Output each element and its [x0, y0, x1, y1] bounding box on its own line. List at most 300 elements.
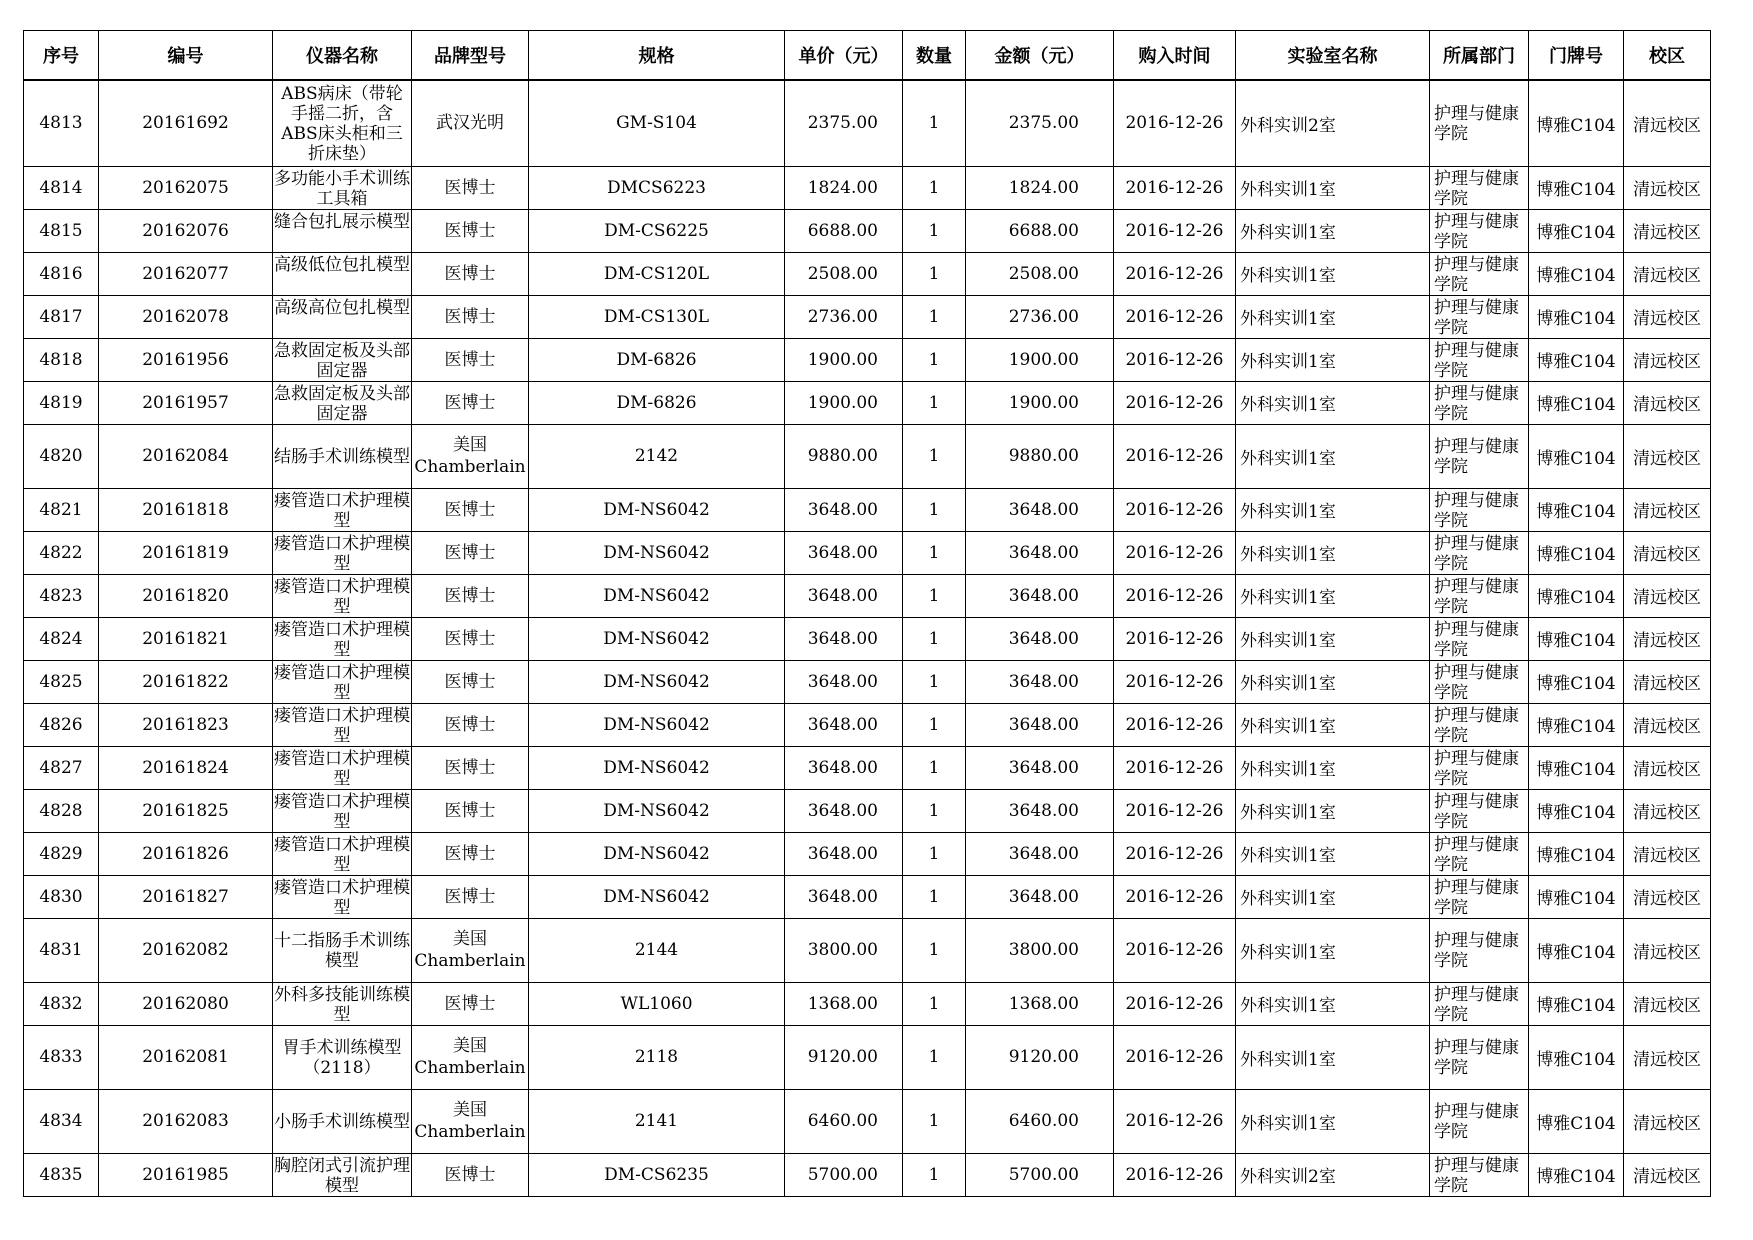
cell-name-text: 瘘管造口术护理模型: [274, 706, 410, 745]
cell-brand: 美国Chamberlain: [412, 1089, 529, 1153]
cell-dept-text: 护理与健康学院: [1434, 255, 1519, 294]
cell-amount: 3648.00: [966, 789, 1114, 832]
cell-lab: 外科实训1室: [1236, 1089, 1430, 1153]
cell-dept-text: 护理与健康学院: [1434, 792, 1519, 831]
cell-price: 3648.00: [785, 703, 903, 746]
cell-qty: 1: [903, 660, 966, 703]
cell-name-text: 小肠手术训练模型: [274, 1112, 410, 1132]
cell-name: [273, 252, 412, 295]
cell-code: 20161820: [99, 574, 273, 617]
cell-room: 博雅C104: [1529, 381, 1624, 424]
cell-spec: DM-CS130L: [529, 295, 785, 338]
cell-campus: 清远校区: [1624, 1025, 1711, 1089]
cell-dept: [1430, 1153, 1529, 1196]
table-row: [24, 703, 1711, 746]
cell-price: 3648.00: [785, 832, 903, 875]
cell-qty: 1: [903, 488, 966, 531]
cell-seq: 4834: [24, 1089, 99, 1153]
cell-brand: 医博士: [412, 875, 529, 918]
cell-name: [273, 1153, 412, 1196]
cell-seq: 4815: [24, 209, 99, 252]
cell-name: [273, 381, 412, 424]
col-header-amount: 金额（元）: [966, 31, 1114, 81]
cell-lab: 外科实训1室: [1236, 209, 1430, 252]
cell-room: 博雅C104: [1529, 832, 1624, 875]
cell-qty: 1: [903, 875, 966, 918]
cell-brand: 医博士: [412, 832, 529, 875]
cell-code: 20161823: [99, 703, 273, 746]
cell-date: 2016-12-26: [1114, 875, 1236, 918]
cell-dept-text: 护理与健康学院: [1434, 985, 1519, 1024]
cell-room: 博雅C104: [1529, 209, 1624, 252]
cell-dept: [1430, 982, 1529, 1025]
cell-brand: 医博士: [412, 746, 529, 789]
cell-lab: 外科实训1室: [1236, 918, 1430, 982]
col-header-seq: 序号: [24, 31, 99, 81]
cell-dept-text: 护理与健康学院: [1434, 878, 1519, 917]
cell-name-text: 胃手术训练模型（2118）: [282, 1038, 402, 1078]
cell-dept: [1430, 488, 1529, 531]
cell-code: 20162083: [99, 1089, 273, 1153]
cell-date: 2016-12-26: [1114, 295, 1236, 338]
cell-code: 20162084: [99, 424, 273, 488]
cell-date: 2016-12-26: [1114, 80, 1236, 166]
cell-date: 2016-12-26: [1114, 488, 1236, 531]
cell-lab: 外科实训1室: [1236, 166, 1430, 209]
cell-room: 博雅C104: [1529, 531, 1624, 574]
cell-brand: 医博士: [412, 381, 529, 424]
cell-name-text: 瘘管造口术护理模型: [274, 577, 410, 616]
cell-amount: 3800.00: [966, 918, 1114, 982]
cell-campus: 清远校区: [1624, 295, 1711, 338]
cell-seq: 4832: [24, 982, 99, 1025]
cell-dept-text: 护理与健康学院: [1434, 620, 1519, 659]
cell-name-text: 瘘管造口术护理模型: [274, 491, 410, 530]
cell-date: 2016-12-26: [1114, 703, 1236, 746]
cell-name-text: 瘘管造口术护理模型: [274, 534, 410, 573]
cell-code: 20162081: [99, 1025, 273, 1089]
cell-qty: 1: [903, 832, 966, 875]
cell-name-text: 急救固定板及头部固定器: [274, 384, 410, 423]
cell-name-text: 瘘管造口术护理模型: [274, 620, 410, 659]
cell-spec: DM-CS6225: [529, 209, 785, 252]
cell-name: [273, 703, 412, 746]
cell-qty: 1: [903, 1089, 966, 1153]
cell-campus: 清远校区: [1624, 703, 1711, 746]
cell-dept: [1430, 252, 1529, 295]
cell-brand: 美国Chamberlain: [412, 424, 529, 488]
cell-room: 博雅C104: [1529, 746, 1624, 789]
cell-seq: 4823: [24, 574, 99, 617]
cell-campus: 清远校区: [1624, 875, 1711, 918]
cell-seq: 4825: [24, 660, 99, 703]
cell-dept: [1430, 789, 1529, 832]
cell-dept-text: 护理与健康学院: [1434, 437, 1519, 477]
cell-room: 博雅C104: [1529, 166, 1624, 209]
cell-dept: [1430, 531, 1529, 574]
cell-dept: [1430, 574, 1529, 617]
col-header-room: 门牌号: [1529, 31, 1624, 81]
cell-spec: DM-NS6042: [529, 617, 785, 660]
cell-room: 博雅C104: [1529, 1153, 1624, 1196]
cell-lab: 外科实训1室: [1236, 746, 1430, 789]
table-row: [24, 209, 1711, 252]
cell-name-text: 瘘管造口术护理模型: [274, 749, 410, 788]
cell-code: 20162076: [99, 209, 273, 252]
cell-spec: DM-NS6042: [529, 660, 785, 703]
cell-dept: [1430, 875, 1529, 918]
cell-price: 3800.00: [785, 918, 903, 982]
col-header-qty: 数量: [903, 31, 966, 81]
cell-dept-text: 护理与健康学院: [1434, 384, 1519, 423]
cell-dept: [1430, 424, 1529, 488]
cell-lab: 外科实训1室: [1236, 531, 1430, 574]
cell-name-text: 外科多技能训练模型: [274, 985, 410, 1024]
cell-amount: 3648.00: [966, 574, 1114, 617]
cell-amount: 9120.00: [966, 1025, 1114, 1089]
table-row: [24, 252, 1711, 295]
col-header-spec: 规格: [529, 31, 785, 81]
cell-code: 20162082: [99, 918, 273, 982]
cell-price: 3648.00: [785, 617, 903, 660]
cell-price: 1824.00: [785, 166, 903, 209]
cell-seq: 4821: [24, 488, 99, 531]
cell-code: 20161692: [99, 80, 273, 166]
cell-campus: 清远校区: [1624, 1089, 1711, 1153]
cell-name: [273, 617, 412, 660]
cell-dept-text: 护理与健康学院: [1434, 1102, 1519, 1142]
cell-price: 3648.00: [785, 660, 903, 703]
cell-spec: GM-S104: [529, 80, 785, 166]
cell-amount: 1900.00: [966, 381, 1114, 424]
cell-brand: 医博士: [412, 531, 529, 574]
table-row: [24, 918, 1711, 982]
cell-lab: 外科实训1室: [1236, 338, 1430, 381]
cell-name-text: 瘘管造口术护理模型: [274, 878, 410, 917]
cell-dept: [1430, 660, 1529, 703]
cell-amount: 5700.00: [966, 1153, 1114, 1196]
cell-name-text: 胸腔闭式引流护理模型: [274, 1156, 410, 1195]
cell-room: 博雅C104: [1529, 295, 1624, 338]
cell-spec: DMCS6223: [529, 166, 785, 209]
cell-seq: 4831: [24, 918, 99, 982]
cell-spec: DM-CS6235: [529, 1153, 785, 1196]
cell-room: 博雅C104: [1529, 875, 1624, 918]
cell-name: [273, 746, 412, 789]
cell-lab: 外科实训1室: [1236, 381, 1430, 424]
col-header-price: 单价（元）: [785, 31, 903, 81]
cell-dept: [1430, 338, 1529, 381]
cell-amount: 2375.00: [966, 80, 1114, 166]
cell-dept: [1430, 209, 1529, 252]
cell-date: 2016-12-26: [1114, 789, 1236, 832]
cell-brand: 医博士: [412, 338, 529, 381]
cell-qty: 1: [903, 80, 966, 166]
cell-dept-text: 护理与健康学院: [1434, 931, 1519, 971]
cell-dept-text: 护理与健康学院: [1434, 212, 1519, 251]
cell-amount: 2508.00: [966, 252, 1114, 295]
cell-qty: 1: [903, 982, 966, 1025]
cell-code: 20161824: [99, 746, 273, 789]
cell-price: 3648.00: [785, 746, 903, 789]
cell-campus: 清远校区: [1624, 789, 1711, 832]
cell-name: [273, 424, 412, 488]
cell-campus: 清远校区: [1624, 531, 1711, 574]
cell-brand: 美国Chamberlain: [412, 918, 529, 982]
cell-code: 20162080: [99, 982, 273, 1025]
cell-amount: 3648.00: [966, 488, 1114, 531]
cell-campus: 清远校区: [1624, 918, 1711, 982]
cell-lab: 外科实训1室: [1236, 875, 1430, 918]
cell-lab: 外科实训1室: [1236, 1025, 1430, 1089]
cell-name-text: 高级低位包扎模型: [274, 255, 410, 275]
table-row: [24, 531, 1711, 574]
cell-lab: 外科实训1室: [1236, 617, 1430, 660]
table-row: [24, 660, 1711, 703]
cell-name: [273, 982, 412, 1025]
cell-code: 20162078: [99, 295, 273, 338]
cell-dept-text: 护理与健康学院: [1434, 706, 1519, 745]
cell-seq: 4835: [24, 1153, 99, 1196]
cell-date: 2016-12-26: [1114, 746, 1236, 789]
cell-dept-text: 护理与健康学院: [1434, 663, 1519, 702]
cell-brand: 医博士: [412, 789, 529, 832]
cell-room: 博雅C104: [1529, 574, 1624, 617]
cell-date: 2016-12-26: [1114, 209, 1236, 252]
cell-spec: DM-NS6042: [529, 746, 785, 789]
cell-price: 3648.00: [785, 875, 903, 918]
cell-dept: [1430, 617, 1529, 660]
cell-brand: 医博士: [412, 574, 529, 617]
cell-code: 20161825: [99, 789, 273, 832]
cell-dept-text: 护理与健康学院: [1434, 534, 1519, 573]
cell-spec: DM-NS6042: [529, 574, 785, 617]
cell-date: 2016-12-26: [1114, 166, 1236, 209]
cell-spec: DM-NS6042: [529, 875, 785, 918]
cell-name-text: 十二指肠手术训练模型: [274, 931, 410, 971]
cell-price: 2508.00: [785, 252, 903, 295]
cell-brand: 医博士: [412, 166, 529, 209]
cell-amount: 3648.00: [966, 703, 1114, 746]
cell-qty: 1: [903, 1025, 966, 1089]
cell-spec: 2142: [529, 424, 785, 488]
cell-price: 2736.00: [785, 295, 903, 338]
cell-price: 3648.00: [785, 488, 903, 531]
cell-lab: 外科实训1室: [1236, 424, 1430, 488]
cell-qty: 1: [903, 703, 966, 746]
cell-room: 博雅C104: [1529, 982, 1624, 1025]
cell-price: 2375.00: [785, 80, 903, 166]
cell-lab: 外科实训1室: [1236, 488, 1430, 531]
cell-amount: 6688.00: [966, 209, 1114, 252]
cell-room: 博雅C104: [1529, 1025, 1624, 1089]
cell-price: 1900.00: [785, 338, 903, 381]
col-header-campus: 校区: [1624, 31, 1711, 81]
cell-campus: 清远校区: [1624, 832, 1711, 875]
cell-price: 9120.00: [785, 1025, 903, 1089]
cell-name-text: 瘘管造口术护理模型: [274, 792, 410, 831]
cell-dept: [1430, 381, 1529, 424]
cell-name: [273, 875, 412, 918]
cell-lab: 外科实训1室: [1236, 660, 1430, 703]
cell-spec: 2118: [529, 1025, 785, 1089]
cell-name: [273, 209, 412, 252]
cell-seq: 4830: [24, 875, 99, 918]
cell-dept-text: 护理与健康学院: [1434, 1156, 1519, 1195]
table-row: [24, 166, 1711, 209]
table-row: [24, 424, 1711, 488]
cell-name-text: 结肠手术训练模型: [274, 447, 410, 467]
cell-lab: 外科实训1室: [1236, 982, 1430, 1025]
cell-campus: 清远校区: [1624, 746, 1711, 789]
table-row: [24, 1025, 1711, 1089]
cell-seq: 4828: [24, 789, 99, 832]
cell-amount: 1368.00: [966, 982, 1114, 1025]
cell-date: 2016-12-26: [1114, 832, 1236, 875]
cell-name-text: 瘘管造口术护理模型: [274, 835, 410, 874]
table-row: [24, 875, 1711, 918]
cell-dept-text: 护理与健康学院: [1434, 491, 1519, 530]
cell-dept: [1430, 746, 1529, 789]
cell-price: 6688.00: [785, 209, 903, 252]
table-row: [24, 832, 1711, 875]
cell-spec: DM-NS6042: [529, 789, 785, 832]
cell-name: [273, 574, 412, 617]
cell-lab: 外科实训2室: [1236, 80, 1430, 166]
header-row: [24, 31, 1711, 81]
cell-amount: 3648.00: [966, 832, 1114, 875]
cell-lab: 外科实训1室: [1236, 832, 1430, 875]
cell-seq: 4829: [24, 832, 99, 875]
cell-price: 3648.00: [785, 574, 903, 617]
cell-dept: [1430, 1025, 1529, 1089]
cell-dept-text: 护理与健康学院: [1434, 577, 1519, 616]
cell-brand: 医博士: [412, 1153, 529, 1196]
cell-lab: 外科实训1室: [1236, 252, 1430, 295]
col-header-lab: 实验室名称: [1236, 31, 1430, 81]
cell-dept: [1430, 703, 1529, 746]
table-row: [24, 1153, 1711, 1196]
cell-name: [273, 488, 412, 531]
cell-room: 博雅C104: [1529, 703, 1624, 746]
cell-seq: 4814: [24, 166, 99, 209]
cell-code: 20161957: [99, 381, 273, 424]
cell-name-text: 急救固定板及头部固定器: [274, 341, 410, 380]
cell-qty: 1: [903, 252, 966, 295]
cell-lab: 外科实训1室: [1236, 295, 1430, 338]
cell-price: 6460.00: [785, 1089, 903, 1153]
cell-code: 20161827: [99, 875, 273, 918]
cell-brand: 医博士: [412, 703, 529, 746]
cell-dept: [1430, 1089, 1529, 1153]
cell-spec: DM-CS120L: [529, 252, 785, 295]
cell-dept-text: 护理与健康学院: [1434, 341, 1519, 380]
cell-qty: 1: [903, 746, 966, 789]
cell-name-text: 瘘管造口术护理模型: [274, 663, 410, 702]
cell-date: 2016-12-26: [1114, 918, 1236, 982]
cell-dept-text: 护理与健康学院: [1434, 298, 1519, 337]
cell-amount: 2736.00: [966, 295, 1114, 338]
cell-qty: 1: [903, 574, 966, 617]
cell-seq: 4817: [24, 295, 99, 338]
cell-spec: DM-6826: [529, 338, 785, 381]
cell-qty: 1: [903, 918, 966, 982]
cell-amount: 1824.00: [966, 166, 1114, 209]
cell-room: 博雅C104: [1529, 338, 1624, 381]
cell-code: 20162075: [99, 166, 273, 209]
cell-name-text: 高级高位包扎模型: [274, 298, 410, 318]
cell-dept: [1430, 166, 1529, 209]
cell-seq: 4824: [24, 617, 99, 660]
cell-room: 博雅C104: [1529, 1089, 1624, 1153]
cell-campus: 清远校区: [1624, 338, 1711, 381]
cell-room: 博雅C104: [1529, 252, 1624, 295]
cell-campus: 清远校区: [1624, 617, 1711, 660]
cell-dept: [1430, 80, 1529, 166]
cell-dept-text: 护理与健康学院: [1434, 169, 1519, 208]
cell-seq: 4833: [24, 1025, 99, 1089]
cell-amount: 1900.00: [966, 338, 1114, 381]
table-row: [24, 746, 1711, 789]
cell-code: 20161985: [99, 1153, 273, 1196]
cell-amount: 3648.00: [966, 617, 1114, 660]
cell-qty: 1: [903, 338, 966, 381]
cell-brand: 医博士: [412, 660, 529, 703]
col-header-date: 购入时间: [1114, 31, 1236, 81]
cell-code: 20162077: [99, 252, 273, 295]
cell-brand: 医博士: [412, 617, 529, 660]
cell-spec: DM-NS6042: [529, 703, 785, 746]
cell-campus: 清远校区: [1624, 424, 1711, 488]
cell-campus: 清远校区: [1624, 252, 1711, 295]
cell-seq: 4813: [24, 80, 99, 166]
cell-brand: 武汉光明: [412, 80, 529, 166]
table-row: [24, 381, 1711, 424]
col-header-brand: 品牌型号: [412, 31, 529, 81]
cell-spec: DM-NS6042: [529, 488, 785, 531]
cell-amount: 6460.00: [966, 1089, 1114, 1153]
cell-qty: 1: [903, 209, 966, 252]
cell-name: [273, 80, 412, 166]
table-row: [24, 617, 1711, 660]
cell-campus: 清远校区: [1624, 574, 1711, 617]
table-row: [24, 338, 1711, 381]
cell-code: 20161821: [99, 617, 273, 660]
table-row: [24, 982, 1711, 1025]
cell-name: [273, 789, 412, 832]
cell-lab: 外科实训1室: [1236, 574, 1430, 617]
col-header-dept: 所属部门: [1430, 31, 1529, 81]
cell-seq: 4822: [24, 531, 99, 574]
cell-date: 2016-12-26: [1114, 1153, 1236, 1196]
cell-campus: 清远校区: [1624, 488, 1711, 531]
cell-campus: 清远校区: [1624, 80, 1711, 166]
cell-spec: 2144: [529, 918, 785, 982]
cell-date: 2016-12-26: [1114, 531, 1236, 574]
cell-spec: DM-NS6042: [529, 832, 785, 875]
cell-spec: DM-6826: [529, 381, 785, 424]
table-row: [24, 488, 1711, 531]
cell-seq: 4819: [24, 381, 99, 424]
cell-name: [273, 295, 412, 338]
cell-name: [273, 918, 412, 982]
cell-date: 2016-12-26: [1114, 1089, 1236, 1153]
cell-seq: 4818: [24, 338, 99, 381]
cell-seq: 4826: [24, 703, 99, 746]
cell-price: 3648.00: [785, 531, 903, 574]
cell-spec: WL1060: [529, 982, 785, 1025]
cell-date: 2016-12-26: [1114, 660, 1236, 703]
